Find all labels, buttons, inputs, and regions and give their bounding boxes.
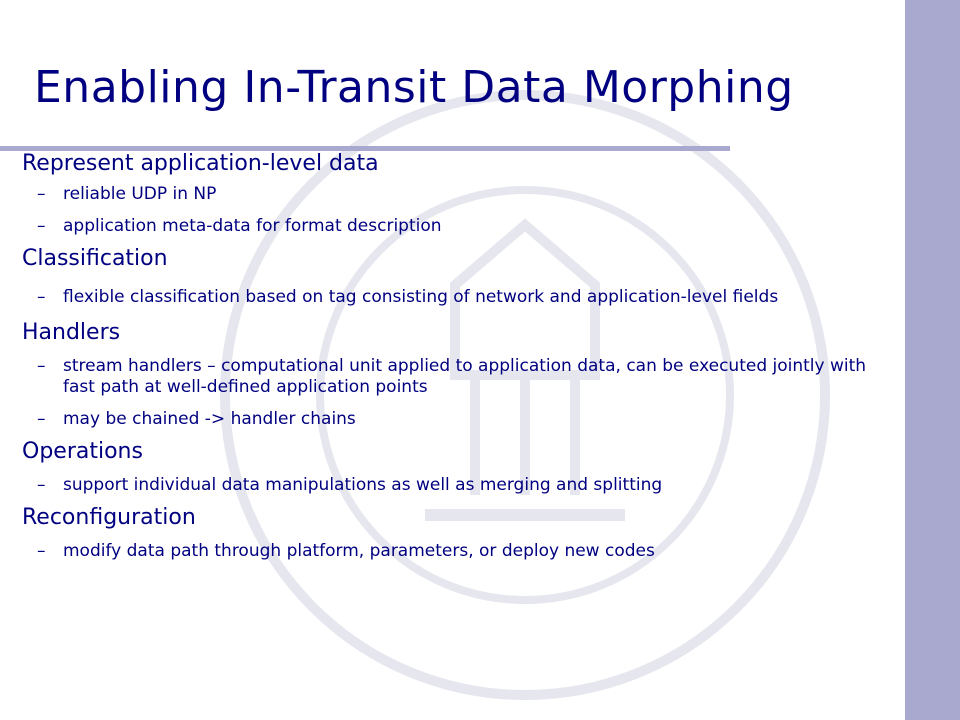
- slide-body: [22, 150, 902, 562]
- topic-heading: Handlers: [22, 320, 121, 345]
- bullet-dash: –: [37, 216, 46, 236]
- bullet-dash: –: [37, 356, 46, 376]
- sub-bullet: – application meta-data for format description: [37, 216, 442, 236]
- sub-bullet: – reliable UDP in NP: [37, 184, 217, 204]
- bullet-dash: –: [37, 287, 46, 307]
- bullet-dash: –: [37, 184, 46, 204]
- sub-bullet: – may be chained -> handler chains: [37, 409, 356, 429]
- slide-title: Enabling In-Transit Data Morphing: [34, 62, 794, 113]
- bullet-dash: –: [37, 475, 46, 495]
- topic-heading: Reconfiguration: [22, 505, 196, 530]
- bullet-dash: –: [37, 541, 46, 561]
- sub-bullet: – support individual data manipulations as well as merging and splitting: [37, 475, 663, 495]
- topic-heading: Represent application-level data: [22, 151, 379, 176]
- sub-bullet: – flexible classification based on tag consisting of network and application-level fields: [22, 282, 902, 313]
- bullet-dash: –: [37, 409, 46, 429]
- sub-bullet: – stream handlers – computational unit applied to application data, can be executed jointly with fast path at well-defined application points: [37, 356, 867, 397]
- right-accent-bar: [905, 0, 960, 720]
- sub-bullet: – modify data path through platform, parameters, or deploy new codes: [37, 541, 655, 561]
- topic-heading: Operations: [22, 439, 143, 464]
- topic-heading: Classification: [22, 246, 168, 271]
